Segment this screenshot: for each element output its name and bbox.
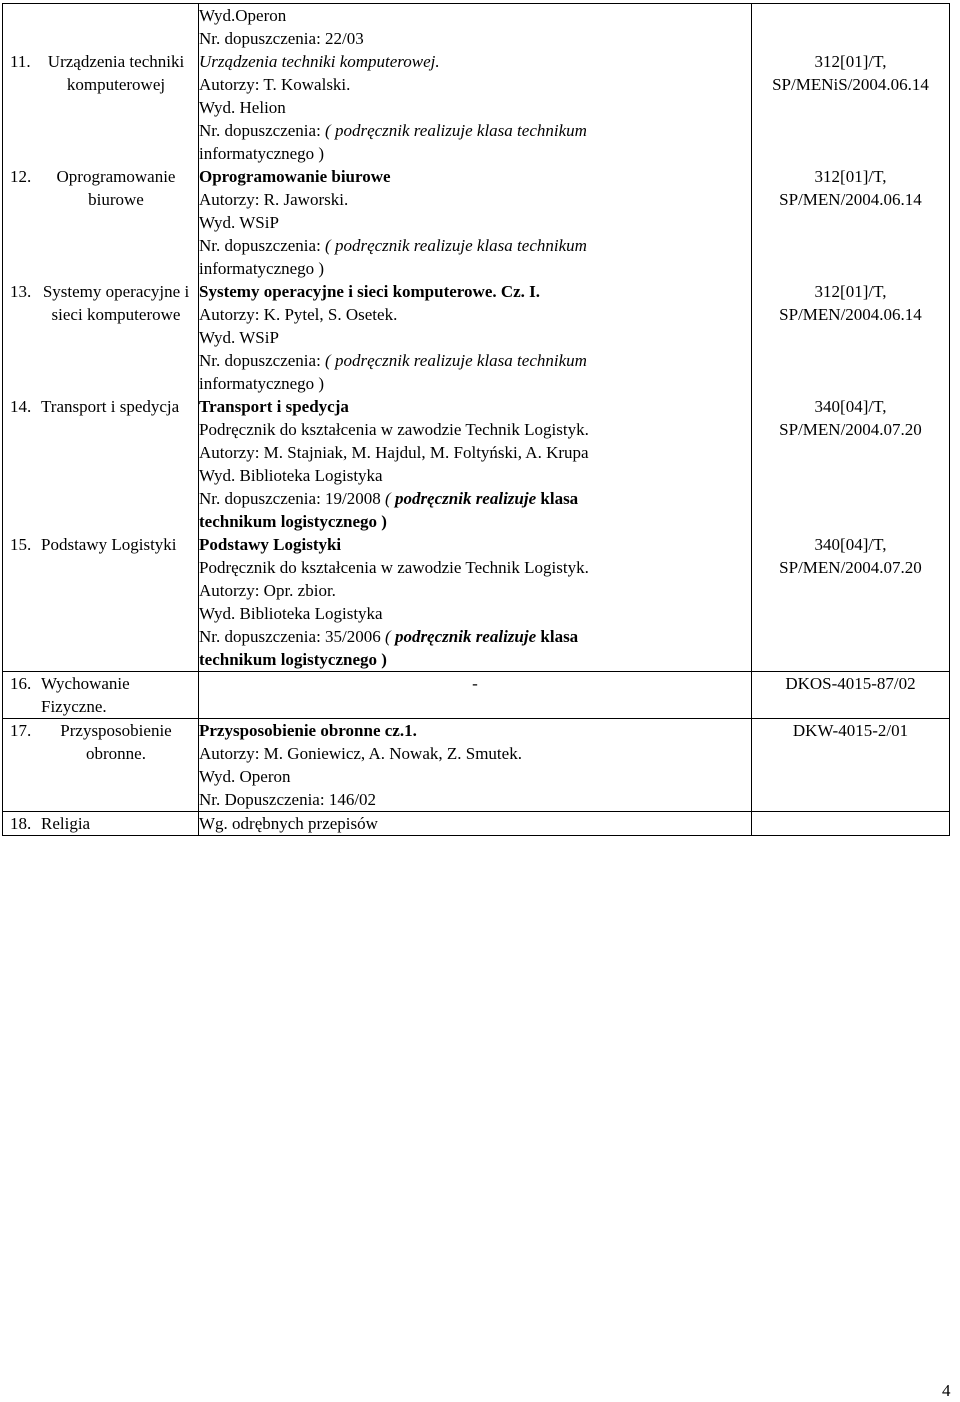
approval-cell	[752, 280, 950, 395]
book-authors: Autorzy: Opr. zbior.	[199, 581, 336, 600]
book-title: Oprogramowanie biurowe	[199, 167, 391, 186]
subject-name: Podstawy Logistyki	[41, 535, 177, 554]
approval-note-continued: informatycznego )	[199, 374, 325, 393]
book-cell	[199, 719, 752, 812]
book-cell	[199, 395, 752, 533]
table-row	[3, 280, 950, 395]
approval-number: Nr. dopuszczenia: 19/2008 ( podręcznik realizuje klasa	[199, 489, 579, 508]
approval-cell	[752, 395, 950, 533]
book-cell	[199, 672, 752, 719]
book-authors: Autorzy: K. Pytel, S. Osetek.	[199, 305, 398, 324]
book-note: Wg. odrębnych przepisów	[199, 814, 378, 833]
approval-cell	[752, 719, 950, 812]
approval-cell	[752, 812, 950, 836]
approval-number: Nr. Dopuszczenia: 146/02	[199, 790, 377, 809]
subject-name: Wychowanie Fizyczne.	[41, 674, 130, 716]
approval-line: 312[01]/T,	[814, 167, 887, 186]
table-row	[3, 395, 950, 533]
subject-cell	[3, 719, 199, 812]
book-title: Podstawy Logistyki	[199, 535, 342, 554]
approval-note-continued: technikum logistycznego )	[199, 650, 387, 669]
subject-name: Transport i spedycja	[41, 397, 180, 416]
table-row	[3, 4, 950, 166]
book-publisher: Wyd. Biblioteka Logistyka	[199, 604, 383, 623]
subject-cell	[3, 165, 199, 280]
approval-number: Nr. dopuszczenia: ( podręcznik realizuje klasa technikum	[199, 236, 587, 255]
book-cell	[199, 533, 752, 672]
subject-name: Oprogramowanie biurowe	[56, 167, 176, 209]
subject-cell	[3, 395, 199, 533]
approval-cell	[752, 4, 950, 166]
subject-cell	[3, 533, 199, 672]
book-publisher: Wyd. Operon	[199, 767, 291, 786]
book-title: Urządzenia techniki komputerowej.	[199, 52, 440, 71]
textbook-table	[2, 3, 950, 836]
book-authors: Autorzy: T. Kowalski.	[199, 75, 351, 94]
subject-name: Urządzenia techniki komputerowej	[47, 52, 185, 94]
empty-dash: -	[472, 674, 478, 693]
book-title: Systemy operacyjne i sieci komputerowe. Cz. I.	[199, 282, 541, 301]
book-cell	[199, 165, 752, 280]
subject-name: Przysposobienie obronne.	[60, 721, 172, 763]
approval-line: 340[04]/T,	[814, 535, 887, 554]
approval-number: Nr. dopuszczenia: 22/03	[199, 29, 364, 48]
subject-cell	[3, 4, 199, 166]
row-number: 13.	[10, 282, 32, 301]
approval-line: 312[01]/T,	[814, 282, 887, 301]
book-publisher: Wyd. Biblioteka Logistyka	[199, 466, 383, 485]
approval-line: 340[04]/T,	[814, 397, 887, 416]
row-number: 15.	[10, 535, 32, 554]
approval-line: DKW-4015-2/01	[792, 721, 909, 740]
subject-name: Religia	[41, 814, 91, 833]
page-number: 4	[942, 1381, 951, 1400]
approval-line: SP/MEN/2004.06.14	[779, 305, 922, 324]
row-number: 14.	[10, 397, 32, 416]
book-publisher: Wyd. WSiP	[199, 213, 279, 232]
approval-note-continued: informatycznego )	[199, 144, 325, 163]
book-title: Przysposobienie obronne cz.1.	[199, 721, 417, 740]
approval-note-continued: informatycznego )	[199, 259, 325, 278]
approval-note-continued: technikum logistycznego )	[199, 512, 387, 531]
row-number: 11.	[10, 52, 31, 71]
publisher: Wyd.Operon	[199, 6, 287, 25]
book-subtitle: Podręcznik do kształcenia w zawodzie Technik Logistyk.	[199, 420, 589, 439]
approval-number: Nr. dopuszczenia: ( podręcznik realizuje klasa technikum	[199, 351, 587, 370]
book-publisher: Wyd. WSiP	[199, 328, 279, 347]
table-row	[3, 165, 950, 280]
approval-line: SP/MENiS/2004.06.14	[772, 75, 929, 94]
book-publisher: Wyd. Helion	[199, 98, 286, 117]
approval-cell	[752, 533, 950, 672]
table-row	[3, 812, 950, 836]
row-number: 17.	[10, 721, 32, 740]
approval-line: SP/MEN/2004.07.20	[779, 558, 922, 577]
book-subtitle: Podręcznik do kształcenia w zawodzie Technik Logistyk.	[199, 558, 589, 577]
subject-name: Systemy operacyjne i sieci komputerowe	[42, 282, 190, 324]
book-cell	[199, 812, 752, 836]
approval-number: Nr. dopuszczenia: ( podręcznik realizuje klasa technikum	[199, 121, 587, 140]
table-row	[3, 719, 950, 812]
subject-cell	[3, 672, 199, 719]
book-authors: Autorzy: M. Goniewicz, A. Nowak, Z. Smutek.	[199, 744, 522, 763]
subject-cell	[3, 280, 199, 395]
approval-cell	[752, 672, 950, 719]
book-cell	[199, 280, 752, 395]
approval-number: Nr. dopuszczenia: 35/2006 ( podręcznik realizuje klasa	[199, 627, 579, 646]
approval-line: 312[01]/T,	[814, 52, 887, 71]
book-cell	[199, 4, 752, 166]
table-row	[3, 672, 950, 719]
row-number: 16.	[10, 674, 32, 693]
book-authors: Autorzy: R. Jaworski.	[199, 190, 349, 209]
approval-cell	[752, 165, 950, 280]
row-number: 12.	[10, 167, 32, 186]
book-title: Transport i spedycja	[199, 397, 349, 416]
table-row	[3, 533, 950, 672]
subject-cell	[3, 812, 199, 836]
book-authors: Autorzy: M. Stajniak, M. Hajdul, M. Foltyński, A. Krupa	[199, 443, 589, 462]
approval-line: SP/MEN/2004.07.20	[779, 420, 922, 439]
approval-line: DKOS-4015-87/02	[785, 674, 916, 693]
approval-line: SP/MEN/2004.06.14	[779, 190, 922, 209]
row-number: 18.	[10, 814, 32, 833]
